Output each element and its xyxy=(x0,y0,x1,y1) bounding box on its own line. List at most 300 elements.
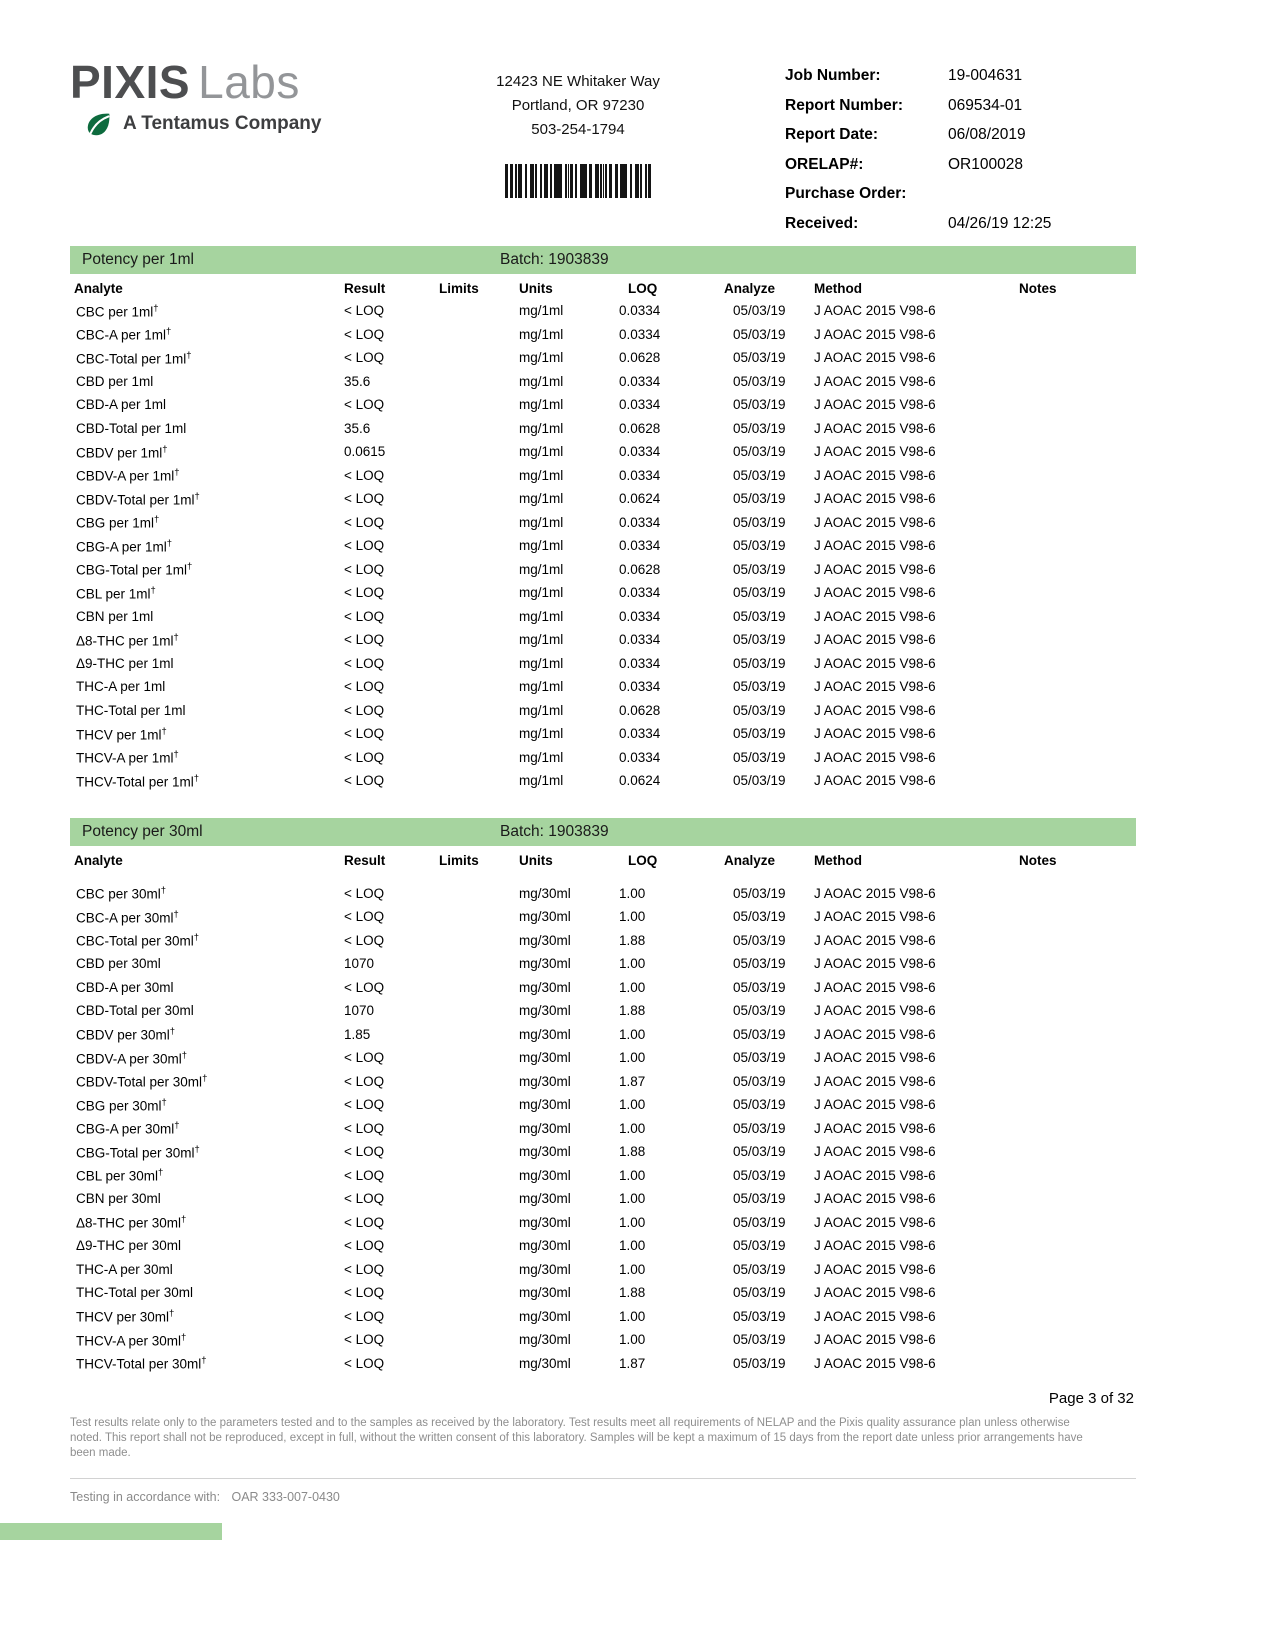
cell-method: J AOAC 2015 V98-6 xyxy=(814,444,936,460)
column-header: Result xyxy=(344,281,386,296)
cell-units: mg/30ml xyxy=(519,885,571,901)
cell-limits xyxy=(435,511,515,535)
cell-units: mg/30ml xyxy=(519,956,571,972)
cell-method: J AOAC 2015 V98-6 xyxy=(814,326,936,342)
cell-analyte: CBG-Total per 30ml† xyxy=(76,1143,200,1160)
column-header: Notes xyxy=(1019,852,1057,868)
table-head xyxy=(70,846,1136,882)
cell-analyze: 05/03/19 xyxy=(733,491,786,507)
table-row xyxy=(70,976,1136,1000)
cell-loq: 1.87 xyxy=(619,1355,646,1371)
cell-limits xyxy=(435,1140,515,1164)
cell-result: < LOQ xyxy=(344,749,385,765)
section-title: Potency per 1ml xyxy=(82,251,194,268)
cell-units: mg/30ml xyxy=(519,932,571,948)
cell-loq: 0.0334 xyxy=(619,749,661,765)
cell-method: J AOAC 2015 V98-6 xyxy=(814,350,936,366)
column-header: Analyze xyxy=(724,852,776,868)
cell-analyze: 05/03/19 xyxy=(733,608,786,624)
cell-loq: 1.00 xyxy=(619,885,646,901)
cell-loq: 0.0334 xyxy=(619,632,661,648)
cell-loq: 0.0628 xyxy=(619,561,661,577)
cell-method: J AOAC 2015 V98-6 xyxy=(814,1026,936,1042)
cell-limits xyxy=(435,999,515,1023)
cell-analyte: CBD per 30ml xyxy=(76,956,161,972)
cell-units: mg/1ml xyxy=(519,444,564,460)
cell-loq: 0.0628 xyxy=(619,420,661,436)
table-head xyxy=(70,274,1136,299)
cell-result: 1070 xyxy=(344,1003,375,1019)
table-row xyxy=(70,1305,1136,1329)
table-row xyxy=(70,1328,1136,1352)
cell-analyte: CBDV per 1ml† xyxy=(76,443,168,460)
cell-result: < LOQ xyxy=(344,326,385,342)
cell-loq: 1.88 xyxy=(619,1003,646,1019)
cell-method: J AOAC 2015 V98-6 xyxy=(814,956,936,972)
cell-result: 35.6 xyxy=(344,420,371,436)
cell-loq: 1.00 xyxy=(619,909,646,925)
cell-notes xyxy=(1015,652,1136,676)
cell-notes xyxy=(1015,952,1136,976)
cell-method: J AOAC 2015 V98-6 xyxy=(814,726,936,742)
cell-units: mg/30ml xyxy=(519,1120,571,1136)
column-header-row xyxy=(70,274,1136,299)
table-row xyxy=(70,652,1136,676)
cell-units: mg/30ml xyxy=(519,1167,571,1183)
cell-limits xyxy=(435,581,515,605)
cell-limits xyxy=(435,299,515,323)
cell-loq: 0.0334 xyxy=(619,397,661,413)
column-header: Analyte xyxy=(74,281,123,296)
cell-result: < LOQ xyxy=(344,702,385,718)
cell-method: J AOAC 2015 V98-6 xyxy=(814,909,936,925)
table-row xyxy=(70,1117,1136,1141)
cell-method: J AOAC 2015 V98-6 xyxy=(814,1167,936,1183)
cell-loq: 0.0334 xyxy=(619,373,661,389)
cell-notes xyxy=(1015,1117,1136,1141)
cell-analyte: CBC-A per 1ml† xyxy=(76,326,172,343)
cell-method: J AOAC 2015 V98-6 xyxy=(814,397,936,413)
cell-notes xyxy=(1015,1140,1136,1164)
cell-result: 1.85 xyxy=(344,1026,371,1042)
cell-limits xyxy=(435,769,515,793)
cell-result: < LOQ xyxy=(344,1285,385,1301)
cell-limits xyxy=(435,746,515,770)
page-indicator: Page 3 of 32 xyxy=(1048,1390,1134,1407)
cell-units: mg/30ml xyxy=(519,909,571,925)
cell-result: < LOQ xyxy=(344,726,385,742)
table-row xyxy=(70,299,1136,323)
meta-label: Received: xyxy=(785,214,859,232)
cell-loq: 1.00 xyxy=(619,1261,646,1277)
table-row xyxy=(70,440,1136,464)
cell-notes xyxy=(1015,417,1136,441)
cell-notes xyxy=(1015,393,1136,417)
column-header: Units xyxy=(519,281,553,296)
cell-loq: 1.00 xyxy=(619,1214,646,1230)
cell-analyte: CBG-A per 30ml† xyxy=(76,1120,180,1137)
cell-loq: 1.00 xyxy=(619,1332,646,1348)
cell-analyte: CBG per 1ml† xyxy=(76,514,160,531)
cell-units: mg/1ml xyxy=(519,561,564,577)
column-header: Result xyxy=(344,852,386,868)
results-table-1ml xyxy=(70,274,1136,793)
cell-notes xyxy=(1015,511,1136,535)
cell-notes xyxy=(1015,1328,1136,1352)
table-row xyxy=(70,1070,1136,1094)
disclaimer-text: Test results relate only to the parameters tested and to the samples as received by the laboratory. Test results meet all requirements of NELAP and the Pixis quality assurance plan unless otherwise noted. This report shall not be reproduced, except in full, without the written consent of this laboratory. Samples will be kept a maximum of 15 days from the report date unless prior arrangements have been made. xyxy=(70,1417,1083,1459)
cell-loq: 0.0334 xyxy=(619,514,661,530)
cell-analyze: 05/03/19 xyxy=(733,726,786,742)
cell-loq: 0.0334 xyxy=(619,467,661,483)
section-batch: Batch: 1903839 xyxy=(500,251,609,268)
footer-green-bar xyxy=(0,1523,222,1540)
cell-analyze: 05/03/19 xyxy=(733,956,786,972)
cell-limits xyxy=(435,1117,515,1141)
cell-analyte: CBDV-Total per 1ml† xyxy=(76,490,200,507)
cell-notes xyxy=(1015,487,1136,511)
cell-units: mg/1ml xyxy=(519,326,564,342)
cell-units: mg/1ml xyxy=(519,303,564,319)
cell-units: mg/30ml xyxy=(519,1144,571,1160)
table-row xyxy=(70,1164,1136,1188)
cell-result: 35.6 xyxy=(344,373,371,389)
column-header: Analyte xyxy=(74,852,123,868)
cell-analyze: 05/03/19 xyxy=(733,1026,786,1042)
cell-method: J AOAC 2015 V98-6 xyxy=(814,1308,936,1324)
section-header-bar xyxy=(70,818,1136,846)
cell-result: < LOQ xyxy=(344,1214,385,1230)
cell-notes xyxy=(1015,440,1136,464)
cell-limits xyxy=(435,1352,515,1376)
cell-analyte: THC-A per 1ml xyxy=(76,679,166,695)
cell-units: mg/1ml xyxy=(519,655,564,671)
cell-loq: 0.0334 xyxy=(619,726,661,742)
cell-notes xyxy=(1015,628,1136,652)
cell-analyze: 05/03/19 xyxy=(733,1050,786,1066)
cell-units: mg/30ml xyxy=(519,1097,571,1113)
lab-address xyxy=(418,70,738,198)
cell-units: mg/1ml xyxy=(519,350,564,366)
cell-analyze: 05/03/19 xyxy=(733,1261,786,1277)
cell-units: mg/30ml xyxy=(519,1073,571,1089)
table-row xyxy=(70,1352,1136,1376)
cell-loq: 0.0624 xyxy=(619,773,661,789)
cell-method: J AOAC 2015 V98-6 xyxy=(814,1144,936,1160)
cell-result: < LOQ xyxy=(344,1167,385,1183)
cell-limits xyxy=(435,1328,515,1352)
cell-loq: 0.0334 xyxy=(619,303,661,319)
cell-limits xyxy=(435,952,515,976)
cell-analyze: 05/03/19 xyxy=(733,1285,786,1301)
column-header: Method xyxy=(814,281,862,296)
accordance-row xyxy=(70,1490,1136,1504)
table-row xyxy=(70,605,1136,629)
cell-notes xyxy=(1015,605,1136,629)
cell-analyze: 05/03/19 xyxy=(733,585,786,601)
cell-notes xyxy=(1015,769,1136,793)
cell-loq: 0.0624 xyxy=(619,491,661,507)
cell-result: < LOQ xyxy=(344,608,385,624)
cell-loq: 1.00 xyxy=(619,1120,646,1136)
cell-limits xyxy=(435,1164,515,1188)
cell-notes xyxy=(1015,905,1136,929)
cell-method: J AOAC 2015 V98-6 xyxy=(814,1238,936,1254)
table-row xyxy=(70,1258,1136,1282)
cell-result: < LOQ xyxy=(344,885,385,901)
cell-method: J AOAC 2015 V98-6 xyxy=(814,773,936,789)
cell-analyze: 05/03/19 xyxy=(733,514,786,530)
cell-result: 1070 xyxy=(344,956,375,972)
section-header-bar xyxy=(70,246,1136,274)
cell-analyze: 05/03/19 xyxy=(733,932,786,948)
cell-notes xyxy=(1015,1046,1136,1070)
logo-pixis-text: PIXIS xyxy=(70,56,191,108)
cell-analyte: THCV per 30ml† xyxy=(76,1308,175,1325)
cell-method: J AOAC 2015 V98-6 xyxy=(814,608,936,624)
cell-analyte: CBDV per 30ml† xyxy=(76,1026,176,1043)
cell-result: < LOQ xyxy=(344,1308,385,1324)
cell-notes xyxy=(1015,882,1136,906)
cell-limits xyxy=(435,323,515,347)
cell-analyte: Δ9-THC per 30ml xyxy=(76,1238,182,1254)
table-row xyxy=(70,464,1136,488)
cell-method: J AOAC 2015 V98-6 xyxy=(814,632,936,648)
meta-row xyxy=(785,184,1051,214)
cell-units: mg/1ml xyxy=(519,373,564,389)
cell-loq: 1.88 xyxy=(619,1144,646,1160)
cell-units: mg/1ml xyxy=(519,749,564,765)
cell-analyze: 05/03/19 xyxy=(733,420,786,436)
cell-analyte: THC-Total per 30ml xyxy=(76,1285,194,1301)
cell-notes xyxy=(1015,534,1136,558)
cell-analyte: CBG per 30ml† xyxy=(76,1096,167,1113)
cell-notes xyxy=(1015,1164,1136,1188)
table-row xyxy=(70,393,1136,417)
column-header-row xyxy=(70,846,1136,882)
cell-analyze: 05/03/19 xyxy=(733,655,786,671)
cell-loq: 1.00 xyxy=(619,1308,646,1324)
cell-limits xyxy=(435,393,515,417)
cell-notes xyxy=(1015,1211,1136,1235)
cell-notes xyxy=(1015,1187,1136,1211)
cell-limits xyxy=(435,534,515,558)
cell-loq: 1.00 xyxy=(619,979,646,995)
table-row xyxy=(70,746,1136,770)
cell-units: mg/1ml xyxy=(519,632,564,648)
cell-analyte: CBG-A per 1ml† xyxy=(76,537,173,554)
cell-result: < LOQ xyxy=(344,397,385,413)
meta-row xyxy=(785,66,1051,96)
cell-method: J AOAC 2015 V98-6 xyxy=(814,702,936,718)
cell-method: J AOAC 2015 V98-6 xyxy=(814,1214,936,1230)
cell-analyze: 05/03/19 xyxy=(733,909,786,925)
cell-loq: 1.00 xyxy=(619,1050,646,1066)
cell-limits xyxy=(435,1070,515,1094)
table-row xyxy=(70,417,1136,441)
cell-loq: 0.0334 xyxy=(619,585,661,601)
cell-units: mg/30ml xyxy=(519,1214,571,1230)
footer-divider xyxy=(70,1478,1136,1479)
cell-limits xyxy=(435,652,515,676)
cell-loq: 0.0334 xyxy=(619,326,661,342)
cell-analyte: Δ9-THC per 1ml xyxy=(76,655,174,671)
cell-units: mg/1ml xyxy=(519,420,564,436)
cell-limits xyxy=(435,1234,515,1258)
meta-row xyxy=(785,155,1051,185)
cell-result: < LOQ xyxy=(344,1332,385,1348)
cell-limits xyxy=(435,1046,515,1070)
cell-units: mg/30ml xyxy=(519,1238,571,1254)
cell-limits xyxy=(435,487,515,511)
meta-label: Purchase Order: xyxy=(785,185,907,202)
table-row xyxy=(70,882,1136,906)
cell-notes xyxy=(1015,1281,1136,1305)
cell-loq: 1.00 xyxy=(619,956,646,972)
cell-method: J AOAC 2015 V98-6 xyxy=(814,1355,936,1371)
section-batch: Batch: 1903839 xyxy=(500,822,609,840)
meta-row xyxy=(785,96,1051,126)
cell-analyte: THC-Total per 1ml xyxy=(76,702,186,718)
table-row xyxy=(70,929,1136,953)
pixis-labs-logo xyxy=(70,58,321,139)
cell-analyze: 05/03/19 xyxy=(733,1332,786,1348)
cell-analyze: 05/03/19 xyxy=(733,1120,786,1136)
cell-limits xyxy=(435,929,515,953)
table-row xyxy=(70,581,1136,605)
cell-notes xyxy=(1015,299,1136,323)
cell-notes xyxy=(1015,999,1136,1023)
potency-per-30ml-section xyxy=(70,818,1136,1376)
cell-method: J AOAC 2015 V98-6 xyxy=(814,1332,936,1348)
cell-result: < LOQ xyxy=(344,1238,385,1254)
cell-result: < LOQ xyxy=(344,1191,385,1207)
cell-units: mg/30ml xyxy=(519,979,571,995)
table-row xyxy=(70,999,1136,1023)
cell-method: J AOAC 2015 V98-6 xyxy=(814,303,936,319)
cell-method: J AOAC 2015 V98-6 xyxy=(814,1191,936,1207)
address-line-3: 503-254-1794 xyxy=(531,121,625,138)
cell-result: < LOQ xyxy=(344,1120,385,1136)
cell-result: < LOQ xyxy=(344,538,385,554)
cell-limits xyxy=(435,628,515,652)
cell-notes xyxy=(1015,746,1136,770)
cell-units: mg/30ml xyxy=(519,1050,571,1066)
cell-analyze: 05/03/19 xyxy=(733,373,786,389)
cell-units: mg/30ml xyxy=(519,1355,571,1371)
cell-limits xyxy=(435,346,515,370)
cell-units: mg/1ml xyxy=(519,585,564,601)
table-row xyxy=(70,558,1136,582)
cell-result: < LOQ xyxy=(344,655,385,671)
cell-notes xyxy=(1015,929,1136,953)
cell-analyze: 05/03/19 xyxy=(733,1191,786,1207)
cell-units: mg/30ml xyxy=(519,1308,571,1324)
logo-labs-text: Labs xyxy=(198,56,300,108)
table-row xyxy=(70,1023,1136,1047)
table-row xyxy=(70,1281,1136,1305)
cell-units: mg/30ml xyxy=(519,1261,571,1277)
cell-analyte: CBD-A per 1ml xyxy=(76,397,167,413)
column-header: Notes xyxy=(1019,281,1057,296)
cell-analyze: 05/03/19 xyxy=(733,1167,786,1183)
cell-method: J AOAC 2015 V98-6 xyxy=(814,1261,936,1277)
cell-units: mg/1ml xyxy=(519,726,564,742)
table-row xyxy=(70,1046,1136,1070)
cell-analyze: 05/03/19 xyxy=(733,397,786,413)
cell-method: J AOAC 2015 V98-6 xyxy=(814,1050,936,1066)
cell-loq: 1.00 xyxy=(619,1097,646,1113)
cell-result: < LOQ xyxy=(344,932,385,948)
cell-units: mg/1ml xyxy=(519,491,564,507)
table-row xyxy=(70,628,1136,652)
cell-result: < LOQ xyxy=(344,632,385,648)
meta-label: Job Number: xyxy=(785,67,881,84)
cell-loq: 0.0628 xyxy=(619,350,661,366)
table-row xyxy=(70,346,1136,370)
meta-label: ORELAP#: xyxy=(785,155,864,173)
table-row xyxy=(70,487,1136,511)
cell-limits xyxy=(435,1281,515,1305)
cell-analyze: 05/03/19 xyxy=(733,885,786,901)
cell-loq: 0.0334 xyxy=(619,444,661,460)
cell-analyze: 05/03/19 xyxy=(733,350,786,366)
table-row xyxy=(70,952,1136,976)
cell-loq: 0.0334 xyxy=(619,655,661,671)
cell-analyte: CBDV-A per 1ml† xyxy=(76,467,180,484)
cell-units: mg/1ml xyxy=(519,608,564,624)
cell-analyte: CBN per 30ml xyxy=(76,1191,161,1207)
column-header: LOQ xyxy=(628,852,658,868)
cell-limits xyxy=(435,1211,515,1235)
table-body xyxy=(70,882,1136,1376)
cell-loq: 0.0334 xyxy=(619,679,661,695)
cell-analyte: THCV per 1ml† xyxy=(76,725,167,742)
logo-tagline-row xyxy=(70,109,321,139)
cell-limits xyxy=(435,675,515,699)
cell-method: J AOAC 2015 V98-6 xyxy=(814,1073,936,1089)
meta-value: 069534-01 xyxy=(948,96,1023,114)
cell-analyte: CBD-Total per 1ml xyxy=(76,420,187,436)
cell-method: J AOAC 2015 V98-6 xyxy=(814,1003,936,1019)
meta-row xyxy=(785,125,1051,155)
cell-method: J AOAC 2015 V98-6 xyxy=(814,679,936,695)
cell-method: J AOAC 2015 V98-6 xyxy=(814,373,936,389)
cell-loq: 1.88 xyxy=(619,1285,646,1301)
cell-analyte: CBD-Total per 30ml xyxy=(76,1003,194,1019)
cell-analyte: CBC per 1ml† xyxy=(76,302,159,319)
cell-units: mg/1ml xyxy=(519,397,564,413)
cell-method: J AOAC 2015 V98-6 xyxy=(814,467,936,483)
cell-result: < LOQ xyxy=(344,303,385,319)
cell-notes xyxy=(1015,1093,1136,1117)
cell-limits xyxy=(435,1093,515,1117)
cell-notes xyxy=(1015,581,1136,605)
cell-result: < LOQ xyxy=(344,909,385,925)
cell-limits xyxy=(435,722,515,746)
cell-units: mg/30ml xyxy=(519,1285,571,1301)
table-row xyxy=(70,323,1136,347)
cell-limits xyxy=(435,1187,515,1211)
cell-result: < LOQ xyxy=(344,1261,385,1277)
cell-method: J AOAC 2015 V98-6 xyxy=(814,932,936,948)
meta-value: 04/26/19 12:25 xyxy=(948,214,1052,232)
cell-loq: 0.0334 xyxy=(619,608,661,624)
table-row xyxy=(70,1234,1136,1258)
cell-analyte: CBDV-A per 30ml† xyxy=(76,1049,188,1066)
cell-result: < LOQ xyxy=(344,467,385,483)
cell-analyze: 05/03/19 xyxy=(733,632,786,648)
